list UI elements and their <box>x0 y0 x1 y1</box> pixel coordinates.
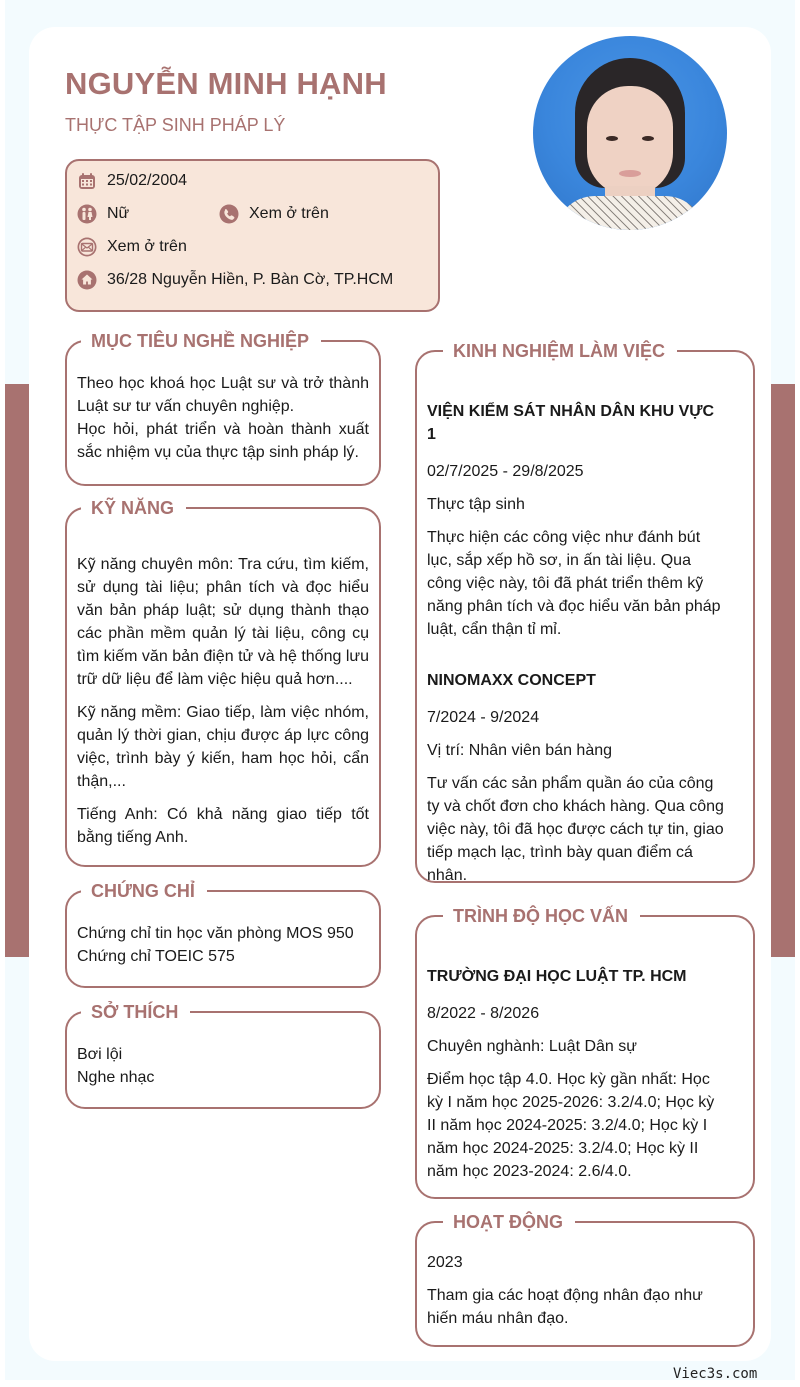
activities-body <box>427 1251 725 1340</box>
objective-section <box>65 331 381 486</box>
phone-icon <box>219 204 239 224</box>
education-school: TRƯỜNG ĐẠI HỌC LUẬT TP. HCM <box>427 968 687 985</box>
certificates-title: CHỨNG CHỈ <box>81 879 207 903</box>
gender-icon <box>77 204 97 224</box>
objective-line: Học hỏi, phát triển và hoàn thành xuất sắc nhiệm vụ của thực tập sinh pháp lý. <box>77 421 369 461</box>
skill-item: Tiếng Anh: Có khả năng giao tiếp tốt bằng tiếng Anh. <box>77 806 369 846</box>
experience-role: Thực tập sinh <box>427 496 525 513</box>
home-icon <box>77 270 97 290</box>
skills-section <box>65 498 381 867</box>
certificates-body <box>77 922 369 968</box>
experience-title: KINH NGHIỆM LÀM VIỆC <box>443 339 677 363</box>
education-section <box>415 906 755 1199</box>
watermark: Viec3s.com <box>673 1366 758 1382</box>
address-row <box>77 270 393 290</box>
email-icon <box>77 237 97 257</box>
email-value: Xem ở trên <box>107 238 187 255</box>
hobby-item: Nghe nhạc <box>77 1069 155 1086</box>
education-body <box>427 965 725 1193</box>
gender-row <box>77 204 129 224</box>
education-period: 8/2022 - 8/2026 <box>427 1005 540 1022</box>
activity-description: Tham gia các hoạt động nhân đạo như hiến máu nhân đạo. <box>427 1287 703 1327</box>
education-title: TRÌNH ĐỘ HỌC VẤN <box>443 904 640 928</box>
experience-description: Thực hiện các công việc như đánh bút lục, sắp xếp hồ sơ, in ấn tài liệu. Qua công việc này, tôi đã phát triển thêm kỹ năng phân tích và đọc hiểu văn bản pháp luật, cẩn thận tỉ mỉ. <box>427 529 721 638</box>
objective-title: MỤC TIÊU NGHỀ NGHIỆP <box>81 329 321 353</box>
candidate-name: NGUYỄN MINH HẠNH <box>65 66 387 101</box>
experience-company: VIỆN KIỂM SÁT NHÂN DÂN KHU VỰC 1 <box>427 403 715 443</box>
avatar-shirt <box>555 196 705 230</box>
email-row <box>77 237 187 257</box>
avatar-eye <box>606 136 618 141</box>
avatar <box>533 36 727 230</box>
experience-period: 7/2024 - 9/2024 <box>427 709 540 726</box>
avatar-face <box>587 86 673 196</box>
candidate-position: THỰC TẬP SINH PHÁP LÝ <box>65 115 286 135</box>
activity-year: 2023 <box>427 1254 463 1271</box>
objective-line: Theo học khoá học Luật sư và trở thành Luật sư tư vấn chuyên nghiệp. <box>77 375 369 415</box>
certificate-item: Chứng chỉ TOEIC 575 <box>77 948 235 965</box>
activities-section <box>415 1212 755 1347</box>
hobby-item: Bơi lội <box>77 1046 123 1063</box>
experience-description: Tư vấn các sản phẩm quần áo của công ty và chốt đơn cho khách hàng. Qua công việc này, tôi đã học được cách tự tin, giao tiếp mạch lạc, trình bày quan điểm cá nhân. <box>427 775 724 884</box>
activities-title: HOẠT ĐỘNG <box>443 1210 575 1234</box>
hobbies-title: SỞ THÍCH <box>81 1000 190 1024</box>
education-major: Chuyên nghành: Luật Dân sự <box>427 1038 637 1055</box>
experience-body <box>427 400 725 897</box>
objective-body <box>77 372 369 464</box>
phone-value: Xem ở trên <box>249 205 329 222</box>
birthday-value: 25/02/2004 <box>107 172 188 189</box>
phone-row <box>219 204 329 224</box>
certificates-section <box>65 881 381 988</box>
experience-company: NINOMAXX CONCEPT <box>427 672 596 689</box>
experience-period: 02/7/2025 - 29/8/2025 <box>427 463 584 480</box>
certificate-item: Chứng chỉ tin học văn phòng MOS 950 <box>77 925 354 942</box>
calendar-icon <box>77 171 97 191</box>
skill-item: Kỹ năng chuyên môn: Tra cứu, tìm kiếm, sử dụng tài liệu; phân tích và đọc hiểu văn bản pháp luật; sử dụng thành thạo các phần mềm quản lý tài liệu, công cụ tìm kiếm văn bản điện tử và hệ thống lưu trữ dữ liệu để làm việc hiệu quả hơn.... <box>77 556 369 688</box>
left-accent-bar <box>5 384 29 957</box>
gender-value: Nữ <box>107 205 130 222</box>
experience-section <box>415 341 755 884</box>
address-value: 36/28 Nguyễn Hiền, P. Bàn Cờ, TP.HCM <box>107 271 394 288</box>
avatar-lips <box>619 170 641 177</box>
experience-role: Vị trí: Nhân viên bán hàng <box>427 742 613 759</box>
education-details: Điểm học tập 4.0. Học kỳ gần nhất: Học kỳ I năm học 2025-2026: 3.2/4.0; Học kỳ II năm học 2024-2025: 3.2/4.0; Học kỳ I năm học 2024-2025: 3.2/4.0; Học kỳ II năm học 2023-2024: 2.6/4.0. <box>427 1071 715 1180</box>
skill-item: Kỹ năng mềm: Giao tiếp, làm việc nhóm, quản lý thời gian, chịu được áp lực công việc, trình bày ý kiến, ham học hỏi, cẩn thận,... <box>77 704 369 790</box>
avatar-eye <box>642 136 654 141</box>
skills-body <box>77 553 369 859</box>
right-accent-bar <box>771 384 795 957</box>
skills-title: KỸ NĂNG <box>81 496 186 520</box>
hobbies-section <box>65 1002 381 1109</box>
birthday-row <box>77 171 187 191</box>
hobbies-body <box>77 1043 369 1089</box>
